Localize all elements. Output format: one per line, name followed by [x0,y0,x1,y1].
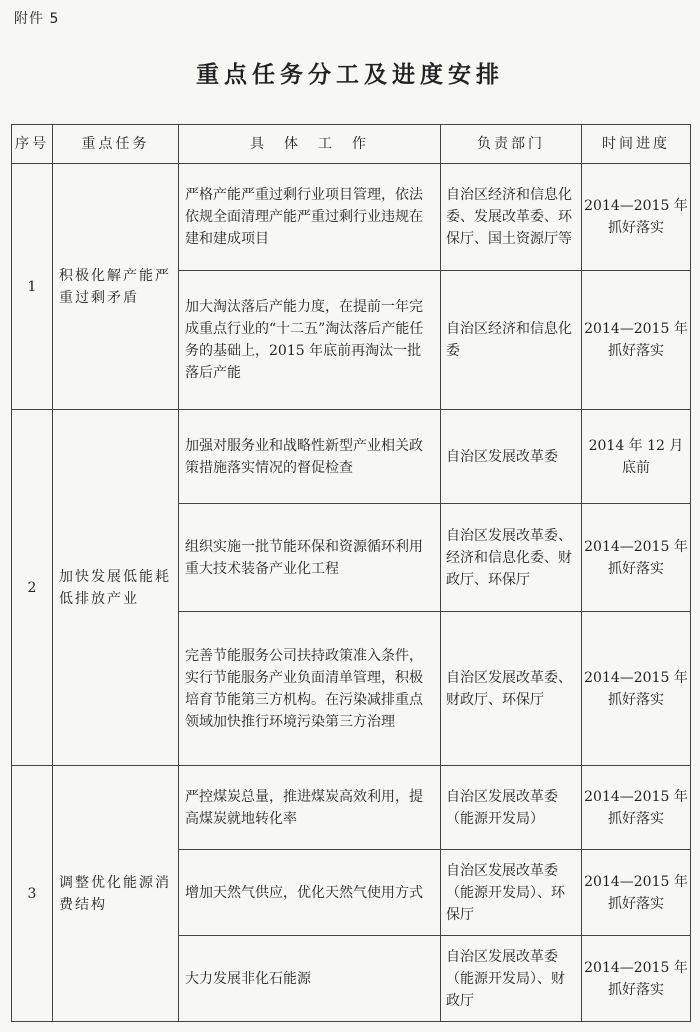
header-task: 重点任务 [53,125,179,164]
table-row [12,766,691,850]
row-seq: 1 [12,164,53,410]
row-work: 加大淘汰落后产能力度，在提前一年完成重点行业的“十二五”淘汰落后产能任务的基础上，2015 年底前再淘汰一批落后产能 [179,271,441,410]
attachment-label: 附件 5 [14,11,60,27]
row-dept: 自治区发展改革委、经济和信息化委、财政厅、环保厅 [441,504,582,612]
row-dept: 自治区发展改革委 [441,410,582,504]
row-work: 严格产能严重过剩行业项目管理，依法依规全面清理产能严重过剩行业违规在建和建成项目 [179,164,441,271]
table-row [12,410,691,504]
header-dept: 负责部门 [441,125,582,164]
row-time: 2014—2015 年抓好落实 [582,850,691,936]
row-dept: 自治区发展改革委、财政厅、环保厅 [441,612,582,766]
row-dept: 自治区发展改革委（能源开发局）、财政厅 [441,936,582,1022]
row-work: 严控煤炭总量，推进煤炭高效利用，提高煤炭就地转化率 [179,766,441,850]
row-work: 加强对服务业和战略性新型产业相关政策措施落实情况的督促检查 [179,410,441,504]
row-dept: 自治区发展改革委（能源开发局）、环保厅 [441,850,582,936]
row-dept: 自治区经济和信息化委 [441,271,582,410]
task-table [11,124,691,1022]
page-title: 重点任务分工及进度安排 [196,62,504,88]
row-time: 2014—2015 年抓好落实 [582,164,691,271]
table-header-row [12,125,691,164]
row-task: 积极化解产能严重过剩矛盾 [53,164,179,410]
row-task: 调整优化能源消费结构 [53,766,179,1022]
row-seq: 3 [12,766,53,1022]
row-time: 2014—2015 年抓好落实 [582,271,691,410]
row-seq: 2 [12,410,53,766]
table-row [12,164,691,271]
row-work: 大力发展非化石能源 [179,936,441,1022]
row-work: 组织实施一批节能环保和资源循环利用重大技术装备产业化工程 [179,504,441,612]
row-dept: 自治区发展改革委（能源开发局） [441,766,582,850]
row-time: 2014 年 12 月底前 [582,410,691,504]
row-dept: 自治区经济和信息化委、发展改革委、环保厅、国土资源厅等 [441,164,582,271]
row-work: 增加天然气供应，优化天然气使用方式 [179,850,441,936]
row-time: 2014—2015 年抓好落实 [582,504,691,612]
row-time: 2014—2015 年抓好落实 [582,936,691,1022]
header-time: 时间进度 [582,125,691,164]
header-seq: 序号 [12,125,53,164]
row-time: 2014—2015 年抓好落实 [582,612,691,766]
header-work: 具 体 工 作 [179,125,441,164]
row-time: 2014—2015 年抓好落实 [582,766,691,850]
row-work: 完善节能服务公司扶持政策准入条件，实行节能服务产业负面清单管理，积极培育节能第三方机构。在污染减排重点领域加快推行环境污染第三方治理 [179,612,441,766]
row-task: 加快发展低能耗低排放产业 [53,410,179,766]
